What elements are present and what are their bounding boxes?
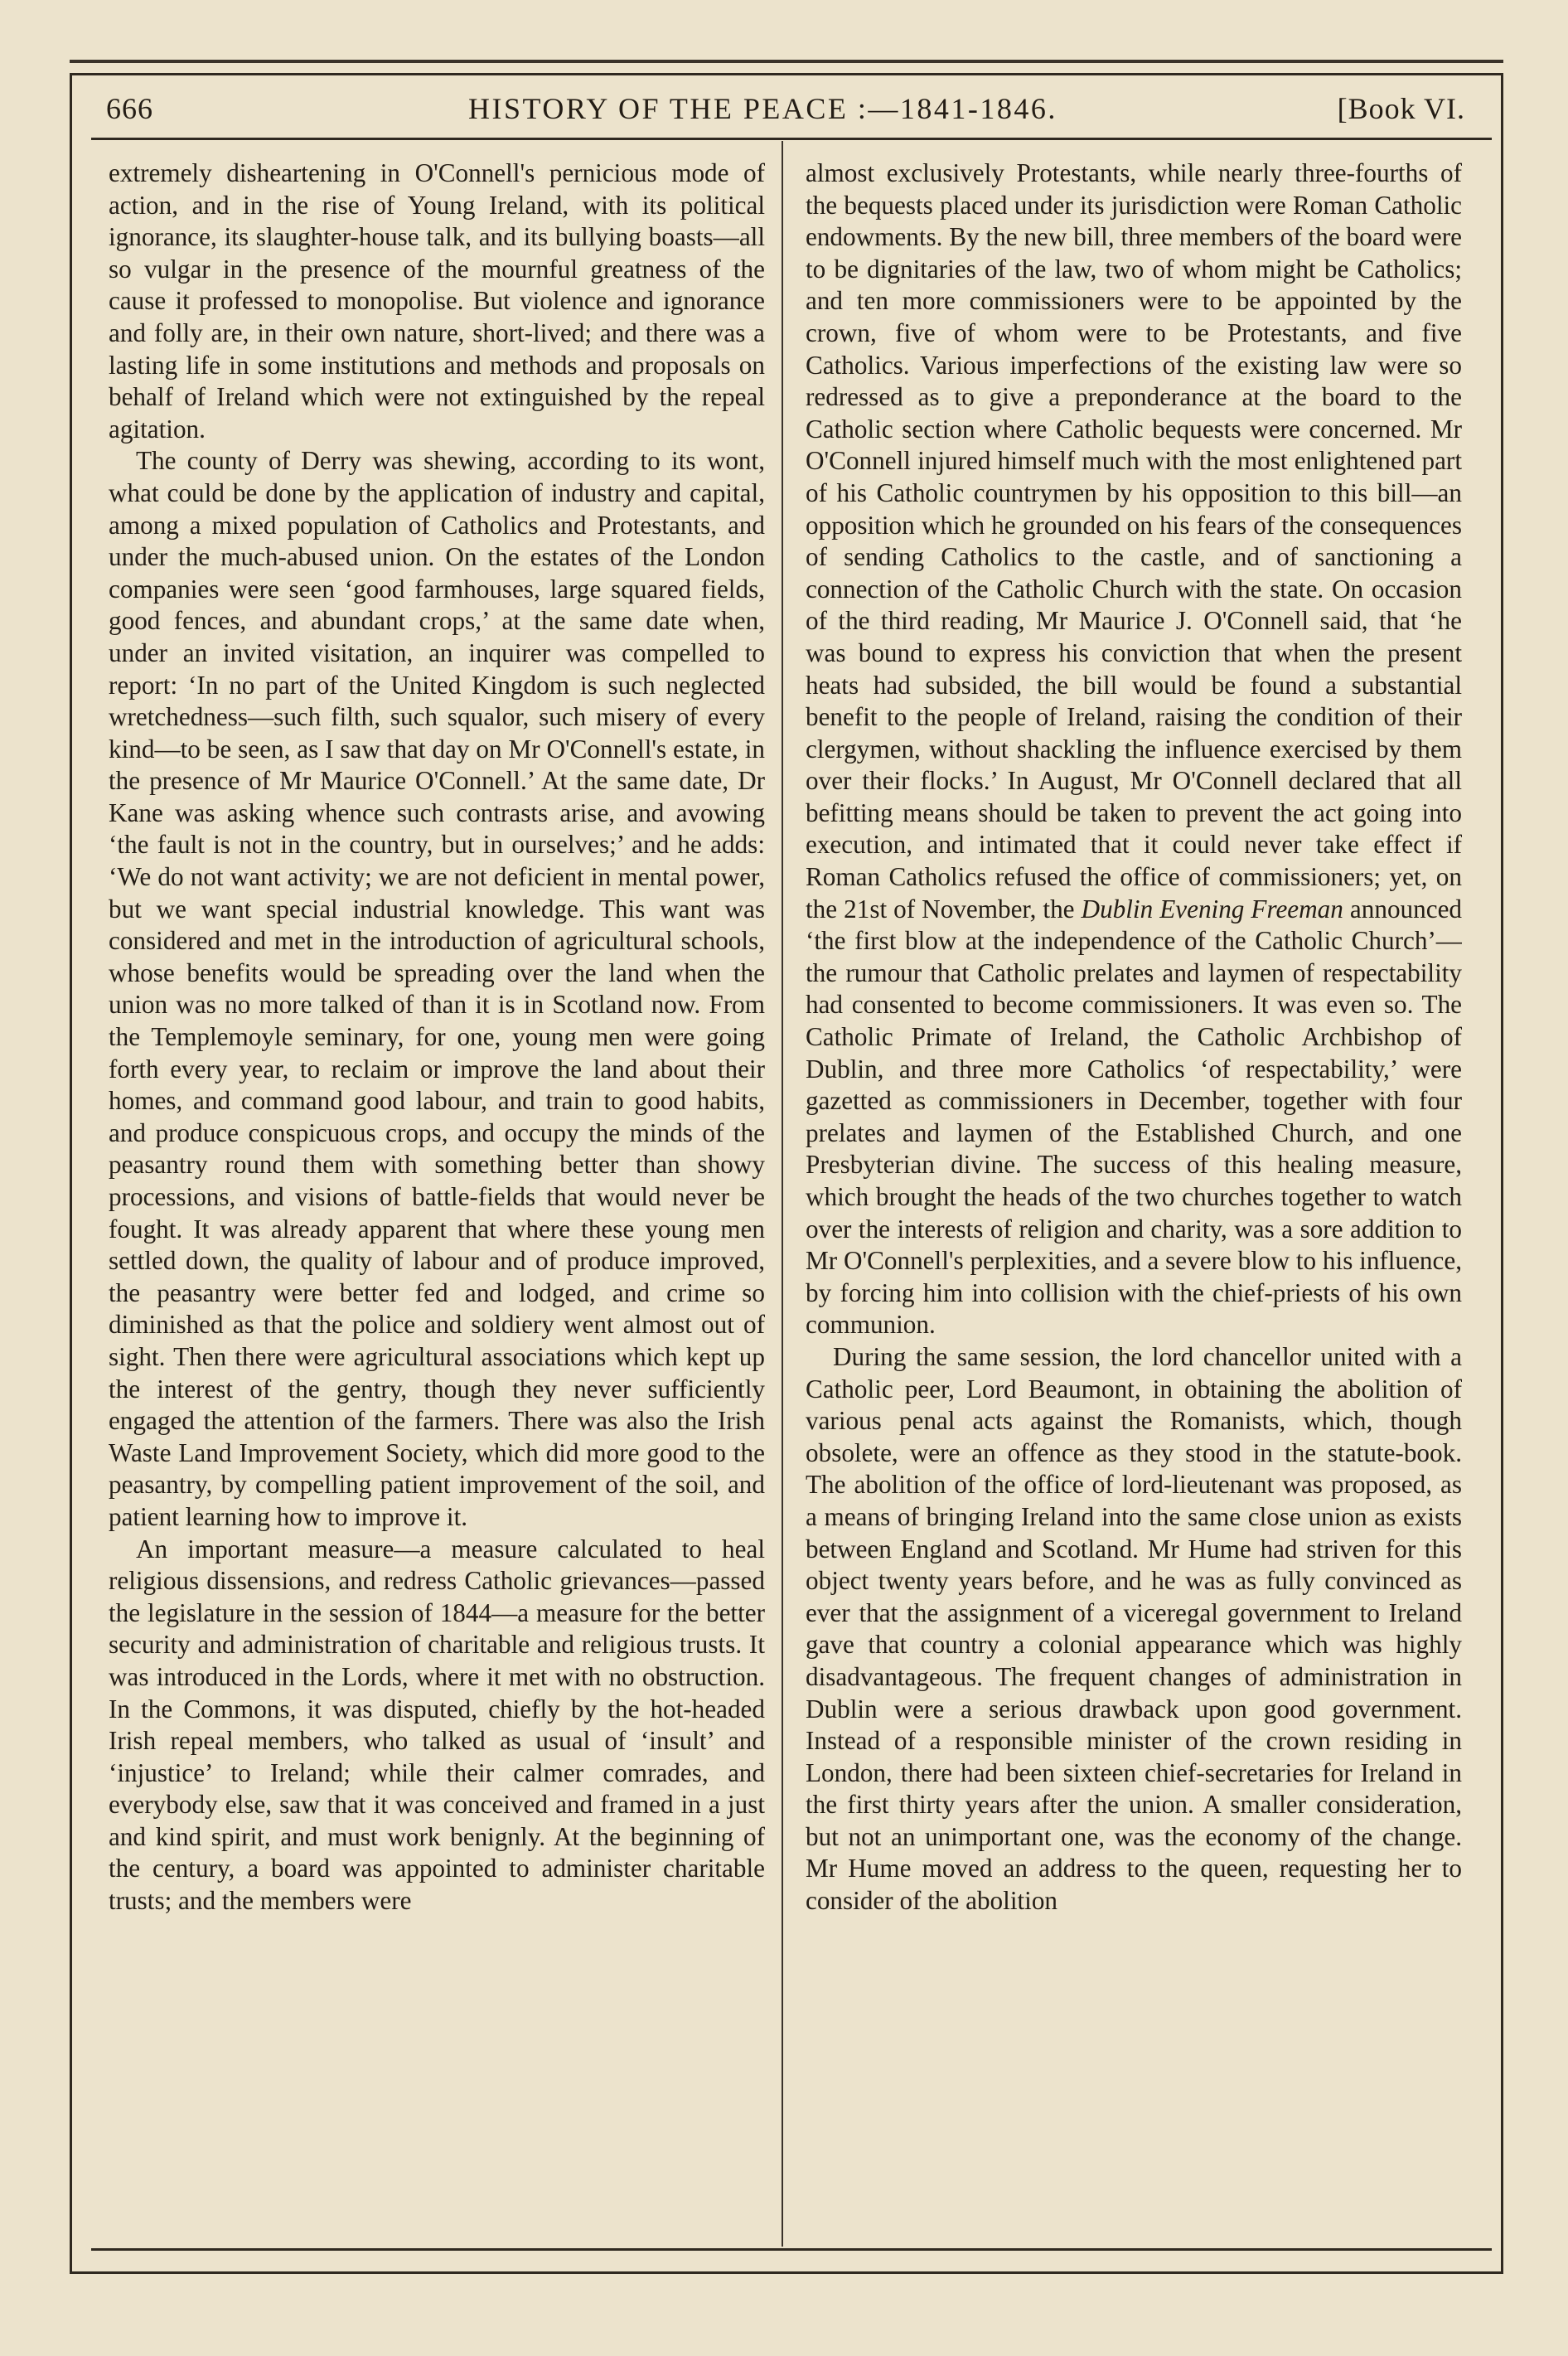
column-divider — [782, 141, 783, 2247]
right-paragraph-1 — [806, 158, 1462, 1341]
right-paragraph-2: During the same session, the lord chancellor united with a Catholic peer, Lord Beaumont, in obtaining the abolition of various penal acts against the Romanists, which, though obsolete, were an offence as they stood in the statute-book. The abolition of the office of lord-lieutenant was proposed, as a means of bringing Ireland into the same close union as exists between England and Scotland. Mr Hume had striven for this object twenty years before, and he was as fully convinced as ever that the assignment of a viceregal government to Ireland gave that country a colonial appearance which was highly disadvantageous. The frequent changes of administration in Dublin were a serious drawback upon good government. Instead of a responsible minister of the crown residing in London, there had been sixteen chief-secretaries for Ireland in the first thirty years after the union. A smaller consideration, but not an unimportant one, was the economy of the change. Mr Hume moved an address to the queen, requesting her to consider of the abolition — [806, 1341, 1462, 1916]
running-title: HISTORY OF THE PEACE :—1841-1846. — [468, 92, 1057, 125]
newspaper-title: Dublin Evening Freeman — [1081, 894, 1343, 923]
right-paragraph-1-part-a: almost exclusively Protestants, while nearly three-fourths of the bequests placed under its jurisdiction were Roman Catholic endowments. By the new bill, three members of the board were to be dignitaries of the law, two of whom might be Catholics; and ten more commissioners were to be appointed by the crown, five of whom were to be Protestants, and five Catholics. Various imperfections of the existing law were so redressed as to give a preponderance at the board to the Catholic section where Catholic bequests were concerned. Mr O'Connell injured himself much with the most enlightened part of his Catholic countrymen by his opposition to this bill—an opposition which he grounded on his fears of the consequences of sending Catholics to the castle, and of sanctioning a connection of the Catholic Church with the state. On occasion of the third reading, Mr Maurice J. O'Connell said, that ‘he was bound to express his conviction that when the present heats had subsided, the bill would be found a substantial benefit to the people of Ireland, raising the condition of their clergymen, without shackling the influence exercised by them over their flocks.’ In August, Mr O'Connell declared that all befitting means should be taken to prevent the act going into execution, and intimated that it could never take effect if Roman Catholics refused the office of commissioners; yet, on the 21st of November, the — [806, 158, 1462, 923]
right-paragraph-1-part-b: announced ‘the first blow at the independence of the Catholic Church’—the rumour that Catholic prelates and laymen of respectability had consented to become commissioners. It was even so. The Catholic Primate of Ireland, the Catholic Archbishop of Dublin, and three more Catholics ‘of respectability,’ were gazetted as commissioners in December, together with four prelates and laymen of the Established Church, and one Presbyterian divine. The success of this healing measure, which brought the heads of the two churches together to watch over the interests of religion and charity, was a sore addition to Mr O'Connell's perplexities, and a severe blow to his influence, by forcing him into collision with the chief-priests of his own communion. — [806, 894, 1462, 1340]
running-header — [99, 91, 1475, 131]
bottom-rule — [91, 2248, 1492, 2251]
top-border-rule — [70, 60, 1503, 63]
left-paragraph-2: The county of Derry was shewing, according to its wont, what could be done by the application of industry and capital, among a mixed population of Catholics and Protestants, and under the much-abused union. On the estates of the London companies were seen ‘good farmhouses, large squared fields, good fences, and abundant crops,’ at the same date when, under an invited visitation, an inquirer was compelled to report: ‘In no part of the United Kingdom is such neglected wretchedness—such filth, such squalor, such misery of every kind—to be seen, as I saw that day on Mr O'Connell's estate, in the presence of Mr Maurice O'Connell.’ At the same date, Dr Kane was asking whence such contrasts arise, and avowing ‘the fault is not in the country, but in ourselves;’ and he adds: ‘We do not want activity; we are not deficient in mental power, but we want special industrial knowledge. This want was considered and met in the introduction of agricultural schools, whose benefits would be spreading over the land when the union was no more talked of than it is in Scotland now. From the Templemoyle seminary, for one, young men were going forth every year, to reclaim or improve the land about their homes, and command good labour, and train to good habits, and produce conspicuous crops, and occupy the minds of the peasantry round them with something better than showy processions, and visions of battle-fields that would never be fought. It was already apparent that where these young men settled down, the quality of labour and of produce improved, the peasantry were better fed and lodged, and crime so diminished as that the police and soldiery went almost out of sight. Then there were agricultural associations which kept up the interest of the gentry, though they never sufficiently engaged the attention of the farmers. There was also the Irish Waste Land Improvement Society, which did more good to the peasantry, by compelling patient improvement of the soil, and patient learning how to improve it. — [109, 446, 765, 1531]
book-label: [Book VI. — [1337, 92, 1465, 125]
right-column — [806, 158, 1462, 2263]
page-number: 666 — [106, 92, 153, 125]
left-paragraph-1: extremely disheartening in O'Connell's pernicious mode of action, and in the rise of Young Ireland, with its political ignorance, its slaughter-house talk, and its bullying boasts—all so vulgar in the presence of the mournful greatness of the cause it professed to monopolise. But violence and ignorance and folly are, in their own nature, short-lived; and there was a lasting life in some institutions and methods and proposals on behalf of Ireland which were not extinguished by the repeal agitation. — [109, 158, 765, 444]
header-rule — [91, 138, 1492, 140]
left-column — [109, 158, 765, 2263]
left-paragraph-3: An important measure—a measure calculated to heal religious dissensions, and redress Catholic grievances—passed the legislature in the session of 1844—a measure for the better security and administration of charitable and religious trusts. It was introduced in the Lords, where it met with no obstruction. In the Commons, it was disputed, chiefly by the hot-headed Irish repeal members, who talked as usual of ‘insult’ and ‘injustice’ to Ireland; while their calmer comrades, and everybody else, saw that it was conceived and framed in a just and kind spirit, and must work benignly. At the beginning of the century, a board was appointed to administer charitable trusts; and the members were — [109, 1534, 765, 1916]
